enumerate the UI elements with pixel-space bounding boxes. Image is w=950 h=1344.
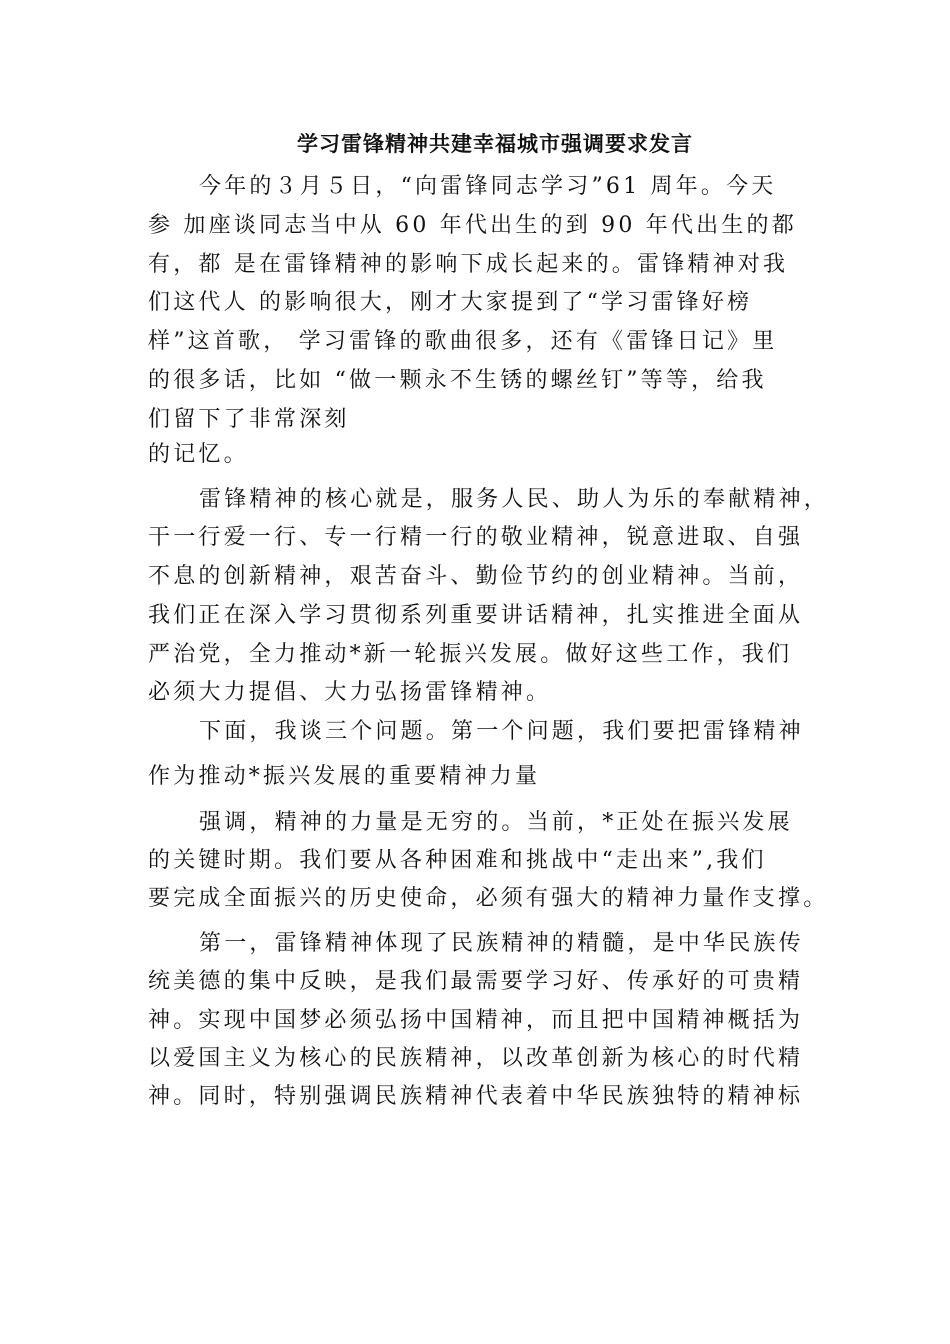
text-line: 严治党，全力推动*新一轮振兴发展。做好这些工作，我们 — [148, 642, 793, 667]
text-line: 我们正在深入学习贯彻系列重要讲话精神，扎实推进全面从 — [148, 603, 804, 628]
text-line: 必须大力提倡、大力弘扬雷锋精神。 — [148, 680, 552, 705]
text-line: 雷锋精神的核心就是，服务人民、助人为乐的奉献精神， — [199, 487, 830, 512]
text-line: 参 加座谈同志当中从 60 年代出生的到 90 年代出生的都 — [148, 213, 797, 238]
text-line: 第一，雷锋精神体现了民族精神的精髓，是中华民族传 — [199, 931, 804, 956]
text-line: 们这代人 的影响很大，刚才大家提到了“学习雷锋好榜 — [148, 290, 753, 315]
document-title: 学习雷锋精神共建幸福城市强调要求发言 — [297, 132, 693, 156]
text-line: 要完成全面振兴的历史使命，必须有强大的精神力量作支撑。 — [148, 886, 829, 911]
text-line: 样”这首歌， 学习雷锋的歌曲很多，还有《雷锋日记》里 — [148, 329, 778, 354]
text-line: 神。同时，特别强调民族精神代表着中华民族独特的精神标 — [148, 1084, 804, 1109]
text-line: 的记忆。 — [148, 442, 249, 467]
text-line: 统美德的集中反映，是我们最需要学习好、传承好的可贵精 — [148, 969, 804, 994]
text-line: 以爱国主义为核心的民族精神，以改革创新为核心的时代精 — [148, 1046, 804, 1071]
text-line: 有，都 是在雷锋精神的影响下成长起来的。雷锋精神对我 — [148, 252, 789, 277]
text-line: 神。实现中国梦必须弘扬中国精神，而且把中国精神概括为 — [148, 1008, 804, 1033]
text-line: 的关键时期。我们要从各种困难和挑战中“走出来”,我们 — [148, 848, 767, 873]
text-line: 作为推动*振兴发展的重要精神力量 — [148, 764, 541, 789]
text-line: 的很多话，比如 “做一颗永不生锈的螺丝钉”等等，给我 — [148, 368, 767, 393]
text-line: 不息的创新精神，艰苦奋斗、勤俭节约的创业精神。当前， — [148, 564, 804, 589]
text-line: 们留下了非常深刻 — [148, 407, 350, 432]
text-line: 干一行爱一行、专一行精一行的敬业精神，锐意进取、自强 — [148, 525, 804, 550]
text-line: 强调，精神的力量是无穷的。当前，*正处在振兴发展 — [199, 810, 793, 835]
text-line: 今年的３月５日，“向雷锋同志学习”61 周年。今天 — [199, 174, 777, 199]
text-line: 下面，我谈三个问题。第一个问题，我们要把雷锋精神 — [199, 719, 804, 744]
